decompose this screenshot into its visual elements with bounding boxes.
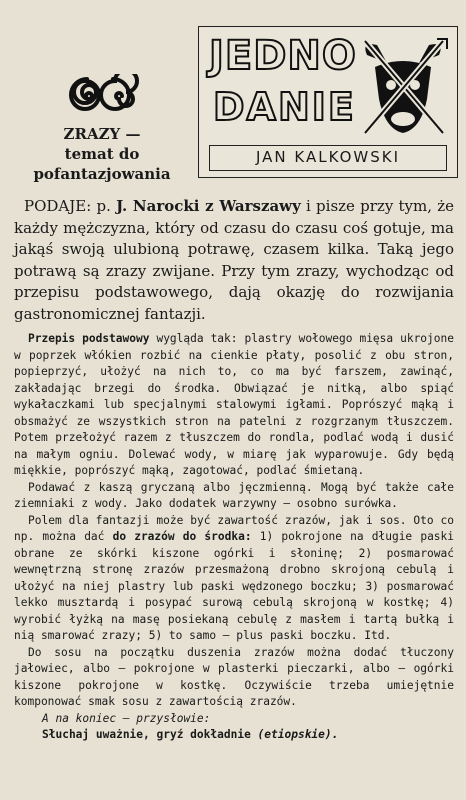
spiral-ornament-icon <box>68 74 140 118</box>
bull-head-icon <box>357 37 449 137</box>
paragraph-base-recipe <box>14 331 454 480</box>
title-line-3: pofantazjowania <box>33 165 171 183</box>
proverb-bold: Słuchaj uważnie, gryź dokładnie <box>42 728 251 741</box>
paragraph-bold: do zrazów do środka: <box>112 530 252 543</box>
title-line-2: temat do <box>64 145 140 163</box>
proverb-line <box>14 727 454 744</box>
article-title <box>22 124 182 184</box>
closing-line: A na koniec — przysłowie: <box>42 711 211 725</box>
paragraph-text: wygląda tak: plastry wołowego mięsa ukrojone w poprzek włókien rozbić na cienkie płaty, posolić z obu stron, popieprzyć, ułożyć na nich to, co ma być farszem, zawinąć, zakładając brzegi do środka. Obwiązać je nitką, albo spiąć wykałaczkami lub specjalnymi stalowymi igłami. Poprószyć mąką i obsmażyć ze wszystkich stron na patelni z rozgrzanym tłuszczem. Potem przełożyć razem z tłuszczem do rondla, podlać wodą i dusić na małym ogniu. Dolewać wody, w miarę jak wyparowuje. Gdy będą miękkie, poprószyć mąką, zagotować, podlać śmietaną. <box>14 332 454 477</box>
lead-name: J. Narocki z Warszawy <box>116 197 301 215</box>
recipe-body <box>14 331 454 744</box>
paragraph-text: 1) pokrojone na długie paski obrane ze skórki kiszone ogórki i słoninę; 2) posmarować wewnętrzną stronę zrazów przesmażoną drobno skrojoną cebulą i ułożyć na niej plastry lub paski wędzonego boczku; 3) posmarować lekko musztardą i posypać surową cebulą skrojoną w kostkę; 4) wyrobić łyżką na masę posiekaną cebulę z masłem i tartą bułką i nią smarować zrazy; 5) to samo — plus paski boczku. Itd. <box>14 530 455 642</box>
lead-prefix: PODAJE: p. <box>24 197 117 215</box>
article-header <box>14 14 454 194</box>
logo-author: JAN KALKOWSKI <box>209 145 447 171</box>
column-logo <box>198 26 458 178</box>
paragraph-lead-bold: Przepis podstawowy <box>28 332 150 345</box>
paragraph-sauce: Do sosu na początku duszenia zrazów można dodać tłuczony jałowiec, albo — pokrojone w plasterki pieczarki, albo — ogórki kiszone pokrojone w kostkę. Oczywiście trzeba umiejętnie komponować smak sosu z zawartością zrazów. <box>14 645 454 708</box>
paragraph-fillings <box>14 513 454 645</box>
proverb-origin: (etiopskie). <box>250 728 339 741</box>
lead-paragraph <box>14 196 454 325</box>
lead-text: i pisze przy tym, że każdy mężczyzna, który od czasu do czasu coś gotuje, ma jakąś swoją ulubioną potrawę, czasem kilka. Taką jego potrawą są zrazy zwijane. Przy tym zrazy, wychodząc od przepisu podstawowego, dają okazję do rozwijania gastronomicznej fantazji. <box>14 197 455 323</box>
paragraph-serving: Podawać z kaszą gryczaną albo jęczmienną. Mogą być także całe ziemniaki z wody. Jako dodatek warzywny — osobno surówka. <box>14 480 454 510</box>
logo-word-danie: DANIE <box>213 85 356 129</box>
title-line-1: ZRAZY — <box>63 125 141 143</box>
paragraph-text: Polem dla fantazji może być zawartość zrazów, jak i sos. Oto co np. można dać <box>14 513 454 543</box>
logo-word-jedno: JEDNO <box>209 33 357 79</box>
